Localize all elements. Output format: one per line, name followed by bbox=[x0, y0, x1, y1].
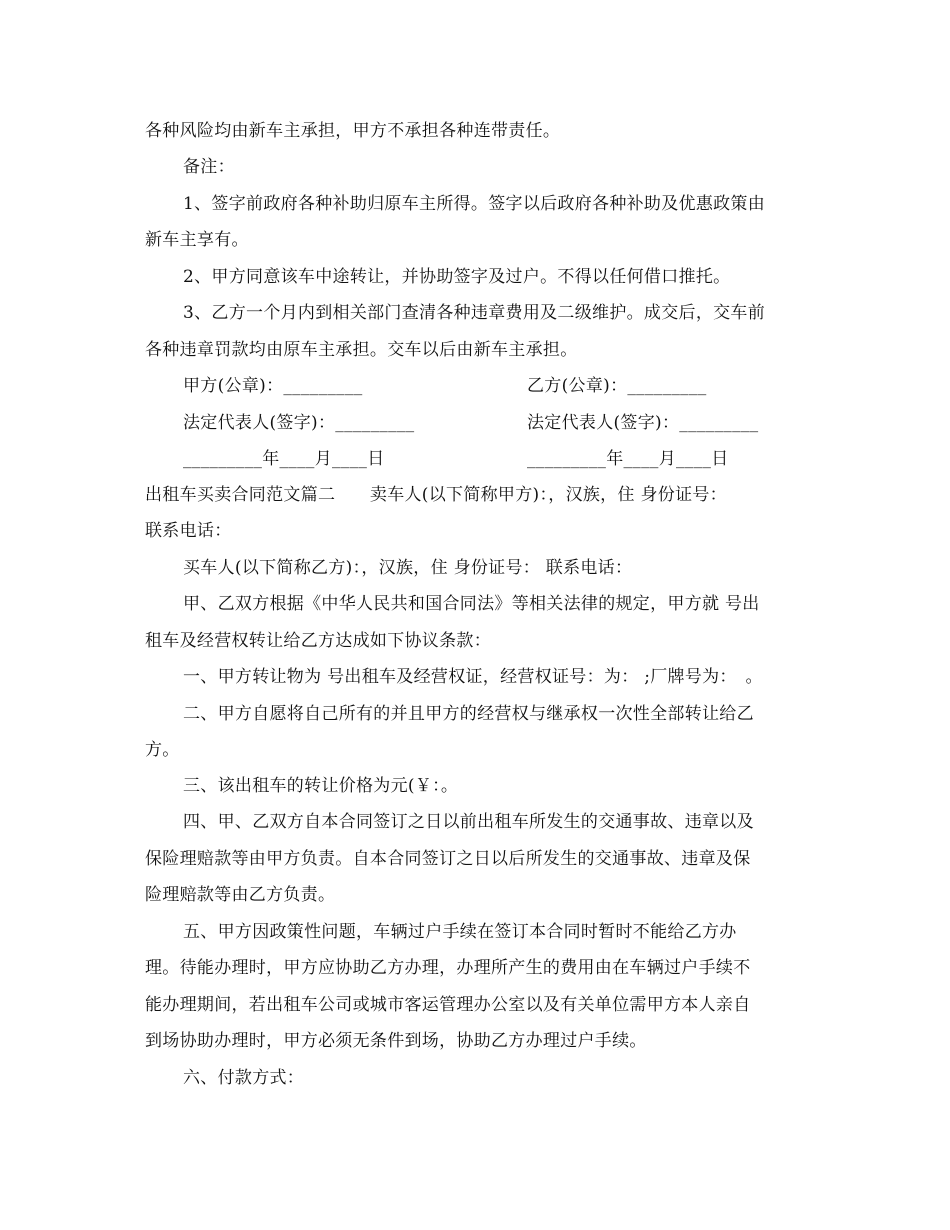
clause-5-line-1: 五、甲方因政策性问题，车辆过户手续在签订本合同时暂时不能给乙方办 bbox=[183, 922, 737, 942]
buyer-info: 买车人(以下简称乙方)：，汉族，住 身份证号： 联系电话： bbox=[183, 558, 633, 578]
remarks-title: 备注： bbox=[183, 157, 235, 177]
clause-1: 一、甲方转让物为 号出租车及经营权证，经营权证号：为： ;厂牌号为： 。 bbox=[183, 667, 763, 687]
signature-rep-b: 法定代表人(签字)：_________ bbox=[527, 413, 759, 433]
agreement-line-2: 租车及经营权转让给乙方达成如下协议条款： bbox=[145, 631, 491, 651]
clause-4-line-3: 险理赔款等由乙方负责。 bbox=[145, 885, 336, 905]
clause-5-line-2: 理。待能办理时，甲方应协助乙方办理，办理所产生的费用由在车辆过户手续不 bbox=[145, 958, 751, 978]
signature-date-b: _________年____月____日 bbox=[527, 449, 729, 469]
remark-3-line-1: 3、乙方一个月内到相关部门查清各种违章费用及二级维护。成交后，交车前 bbox=[183, 303, 766, 323]
clause-2-line-2: 方。 bbox=[145, 740, 180, 760]
signature-rep-a: 法定代表人(签字)：_________ bbox=[183, 413, 415, 433]
signature-date-a: _________年____月____日 bbox=[183, 449, 385, 469]
signature-party-a: 甲方(公章)：_________ bbox=[183, 376, 363, 396]
clause-5-line-3: 能办理期间，若出租车公司或城市客运管理办公室以及有关单位需甲方本人亲自 bbox=[145, 995, 751, 1015]
remark-1-line-2: 新车主享有。 bbox=[145, 230, 249, 250]
clause-4-line-2: 保险理赔款等由甲方负责。自本合同签订之日以后所发生的交通事故、违章及保 bbox=[145, 849, 751, 869]
section-2-heading: 出租车买卖合同范文篇二 卖车人(以下简称甲方)：，汉族，住 身份证号： bbox=[145, 485, 727, 505]
remark-2: 2、甲方同意该车中途转让，并协助签字及过户。不得以任何借口推托。 bbox=[183, 267, 731, 287]
signature-party-b: 乙方(公章)：_________ bbox=[527, 376, 707, 396]
clause-4-line-1: 四、甲、乙双方自本合同签订之日以前出租车所发生的交通事故、违章以及 bbox=[183, 812, 754, 832]
agreement-line-1: 甲、乙双方根据《中华人民共和国合同法》等相关法律的规定，甲方就 号出 bbox=[183, 594, 760, 614]
clause-3: 三、该出租车的转让价格为元(￥：。 bbox=[183, 776, 459, 796]
clause-6: 六、付款方式： bbox=[183, 1068, 305, 1088]
remark-3-line-2: 各种违章罚款均由原车主承担。交车以后由新车主承担。 bbox=[145, 340, 578, 360]
paragraph-risk: 各种风险均由新车主承担，甲方不承担各种连带责任。 bbox=[145, 121, 561, 141]
seller-phone: 联系电话： bbox=[145, 521, 232, 541]
remark-1-line-1: 1、签字前政府各种补助归原车主所得。签字以后政府各种补助及优惠政策由 bbox=[183, 194, 766, 214]
clause-5-line-4: 到场协助办理时，甲方必须无条件到场，协助乙方办理过户手续。 bbox=[145, 1031, 647, 1051]
clause-2-line-1: 二、甲方自愿将自己所有的并且甲方的经营权与继承权一次性全部转让给乙 bbox=[183, 704, 754, 724]
